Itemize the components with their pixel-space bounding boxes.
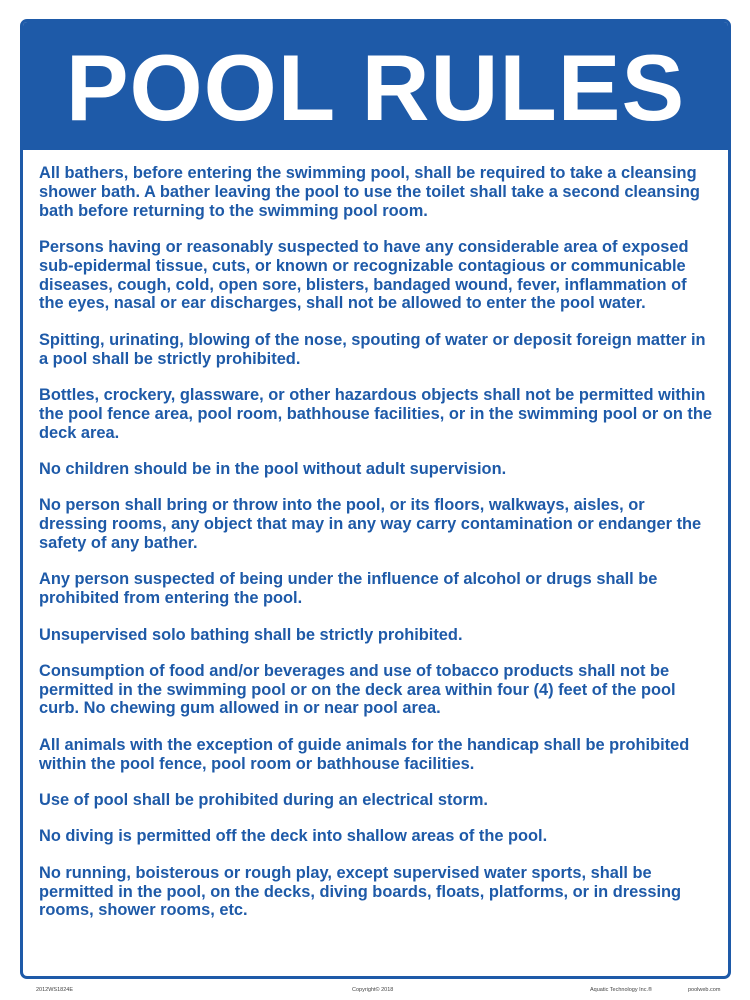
rule-item: Persons having or reasonably suspected to have any considerable area of exposed sub-epidermal tissue, cuts, or known or recognizable contagious or communicable diseases, cough, cold, open sore, blisters, bandaged wound, fever, inflammation of the eyes, nasal or ear discharges, shall not be allowed to enter the pool water. (39, 237, 689, 313)
rule-item: Consumption of food and/or beverages and use of tobacco products shall not be permitted in the swimming pool or on the deck area within four (4) feet of the pool curb. No chewing gum allowed in or near pool area. (39, 661, 676, 718)
rule-item: No person shall bring or throw into the pool, or its floors, walkways, aisles, or dressing rooms, any object that may in any way carry contamination or endanger the safety of any bather. (39, 496, 702, 552)
copyright-notice: Copyright© 2018 (352, 987, 394, 993)
rule-item: No running, boisterous or rough play, except supervised water sports, shall be permitted in the pool, on the decks, diving boards, floats, platforms, or in dressing rooms, shower rooms, etc. (39, 863, 682, 920)
rule-item: Spitting, urinating, blowing of the nose, spouting of water or deposit foreign matter in a pool shall be strictly prohibited. (39, 330, 706, 368)
rule-item: No children should be in the pool without adult supervision. (39, 459, 507, 478)
sign-title: POOL RULES (65, 35, 686, 140)
footer (0, 985, 750, 997)
pool-rules-sign (20, 19, 731, 979)
rules-list (23, 150, 728, 920)
rule-item: All animals with the exception of guide animals for the handicap shall be prohibited within the pool fence, pool room or bathhouse facilities. (39, 735, 690, 773)
rule-item: All bathers, before entering the swimming pool, shall be required to take a cleansing shower bath. A bather leaving the pool to use the toilet shall take a second cleansing bath before returning to the swimming pool room. (39, 164, 700, 220)
rule-item: Bottles, crockery, glassware, or other hazardous objects shall not be permitted within the pool fence area, pool room, bathhouse facilities, or in the swimming pool or on the deck area. (39, 385, 712, 442)
rule-item: Use of pool shall be prohibited during an electrical storm. (39, 791, 488, 810)
rule-item: Unsupervised solo bathing shall be strictly prohibited. (39, 625, 463, 644)
company-name: Aquatic Technology Inc.® (590, 987, 653, 993)
product-code: 2012WS1824E (36, 987, 73, 993)
title-banner (23, 22, 728, 150)
rule-item: No diving is permitted off the deck into shallow areas of the pool. (39, 827, 548, 846)
website: poolweb.com (688, 987, 721, 993)
rule-item: Any person suspected of being under the influence of alcohol or drugs shall be prohibited from entering the pool. (39, 570, 658, 608)
